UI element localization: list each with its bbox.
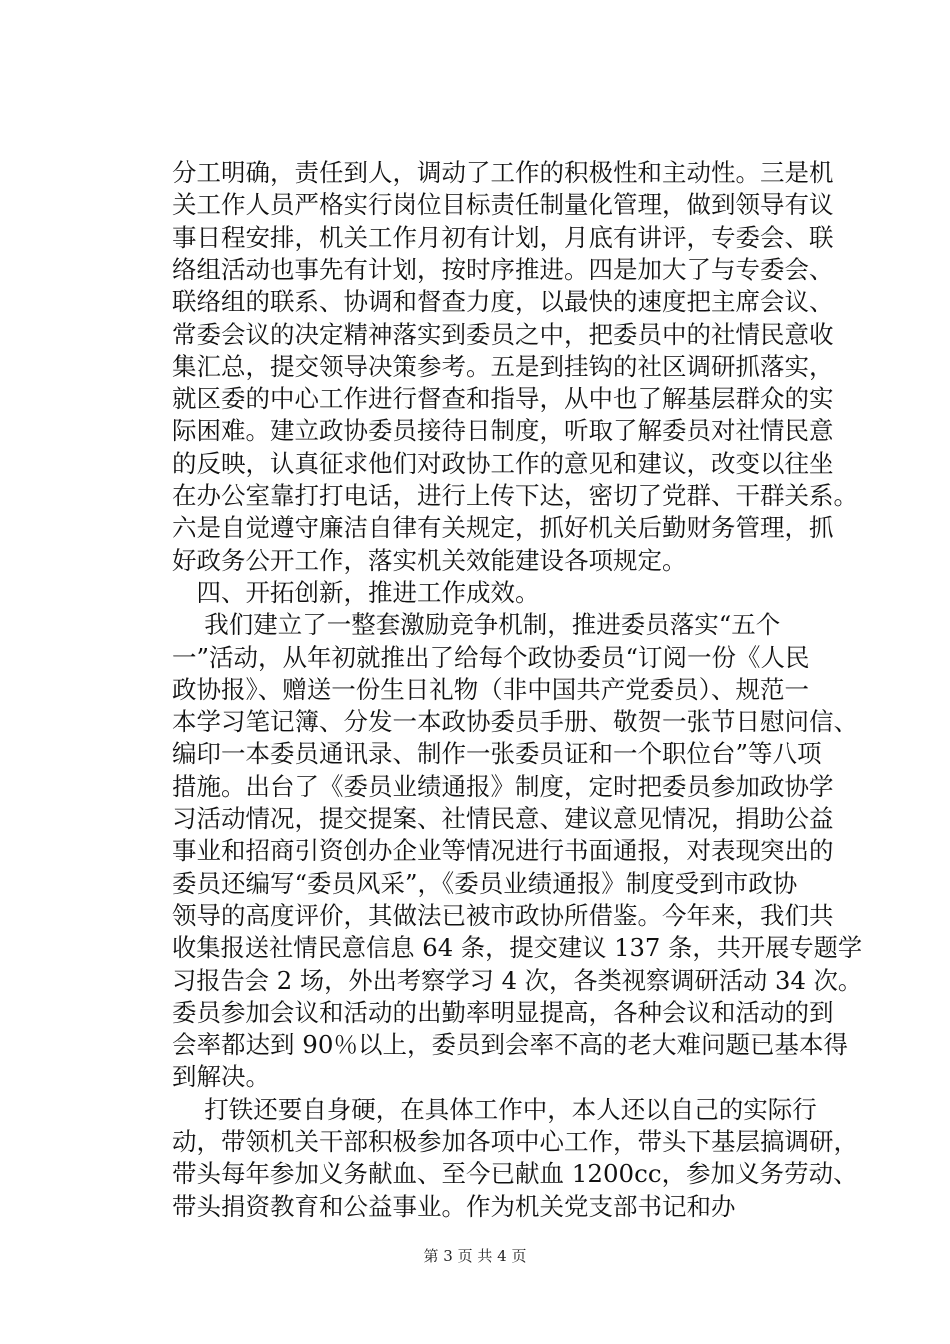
body-text-line: 委员参加会议和活动的出勤率明显提高，各种会议和活动的到 [172,997,834,1027]
page-footer: 第 3 页 共 4 页 [423,1247,527,1265]
body-text-line: 好政务公开工作，落实机关效能建设各项规定。 [172,545,687,575]
body-text-line: 络组活动也事先有计划，按时序推进。四是加大了与专委会、 [172,254,834,284]
body-text-line: 政协报》、赠送一份生日礼物（非中国共产党委员）、规范一 [172,674,809,704]
body-text-line: 会率都达到 90％以上，委员到会率不高的老大难问题已基本得 [172,1030,848,1060]
body-text-line: 习活动情况，提交提案、社情民意、建议意见情况，捐助公益 [172,804,834,833]
body-text-line: 本学习笔记簿、分发一本政协委员手册、敬贺一张节日慰问信、 [172,707,858,737]
body-text-line: 领导的高度评价，其做法已被市政协所借鉴。今年来，我们共 [172,900,834,930]
body-text-line: 常委会议的决定精神落实到委员之中，把委员中的社情民意收 [172,319,834,349]
section-heading: 四、开拓创新，推进工作成效。 [172,577,540,607]
body-text-line: 关工作人员严格实行岗位目标责任制量化管理，做到领导有议 [172,190,834,220]
body-text-line: 收集报送社情民意信息 64 条，提交建议 137 条，共开展专题学 [172,933,863,963]
body-text-line: 带头每年参加义务献血、至今已献血 1200cc，参加义务劳动、 [172,1159,858,1189]
body-text-line: 际困难。建立政协委员接待日制度，听取了解委员对社情民意 [172,416,834,446]
body-text-line: 一”活动，从年初就推出了给每个政协委员“订阅一份《人民 [172,642,810,672]
body-text-line: 措施。出台了《委员业绩通报》制度，定时把委员参加政协学 [172,771,834,801]
body-text-line: 带头捐资教育和公益事业。作为机关党支部书记和办 [172,1191,736,1221]
body-text-line: 动，带领机关干部积极参加各项中心工作，带头下基层搞调研， [172,1127,858,1156]
body-text-line: 习报告会 2 场，外出考察学习 4 次，各类视察调研活动 34 次。 [172,965,863,995]
body-text-line: 编印一本委员通讯录、制作一张委员证和一个职位台”等八项 [172,739,822,769]
body-text-line: 六是自觉遵守廉洁自律有关规定，抓好机关后勤财务管理，抓 [172,513,834,543]
body-text-line: 集汇总，提交领导决策参考。五是到挂钩的社区调研抓落实， [172,351,834,381]
body-text-line: 事业和招商引资创办企业等情况进行书面通报，对表现突出的 [172,836,834,866]
body-text-line: 分工明确，责任到人，调动了工作的积极性和主动性。三是机 [172,158,834,187]
body-text-line: 打铁还要自身硬，在具体工作中，本人还以自己的实际行 [172,1094,817,1124]
body-text-line: 我们建立了一整套激励竞争机制，推进委员落实“五个 [172,610,781,640]
body-text-line: 就区委的中心工作进行督查和指导，从中也了解基层群众的实 [172,384,834,414]
body-text-line: 到解决。 [172,1062,270,1092]
body-text-line: 事日程安排，机关工作月初有计划，月底有讲评，专委会、联 [172,222,834,252]
body-text-line: 委员还编写“委员风采”，《委员业绩通报》制度受到市政协 [172,868,798,898]
body-text-line: 联络组的联系、协调和督查力度，以最快的速度把主席会议、 [172,287,834,317]
body-text-line: 的反映，认真征求他们对政协工作的意见和建议，改变以往坐 [172,448,834,478]
body-text-line: 在办公室靠打打电话，进行上传下达，密切了党群、干群关系。 [172,481,858,510]
